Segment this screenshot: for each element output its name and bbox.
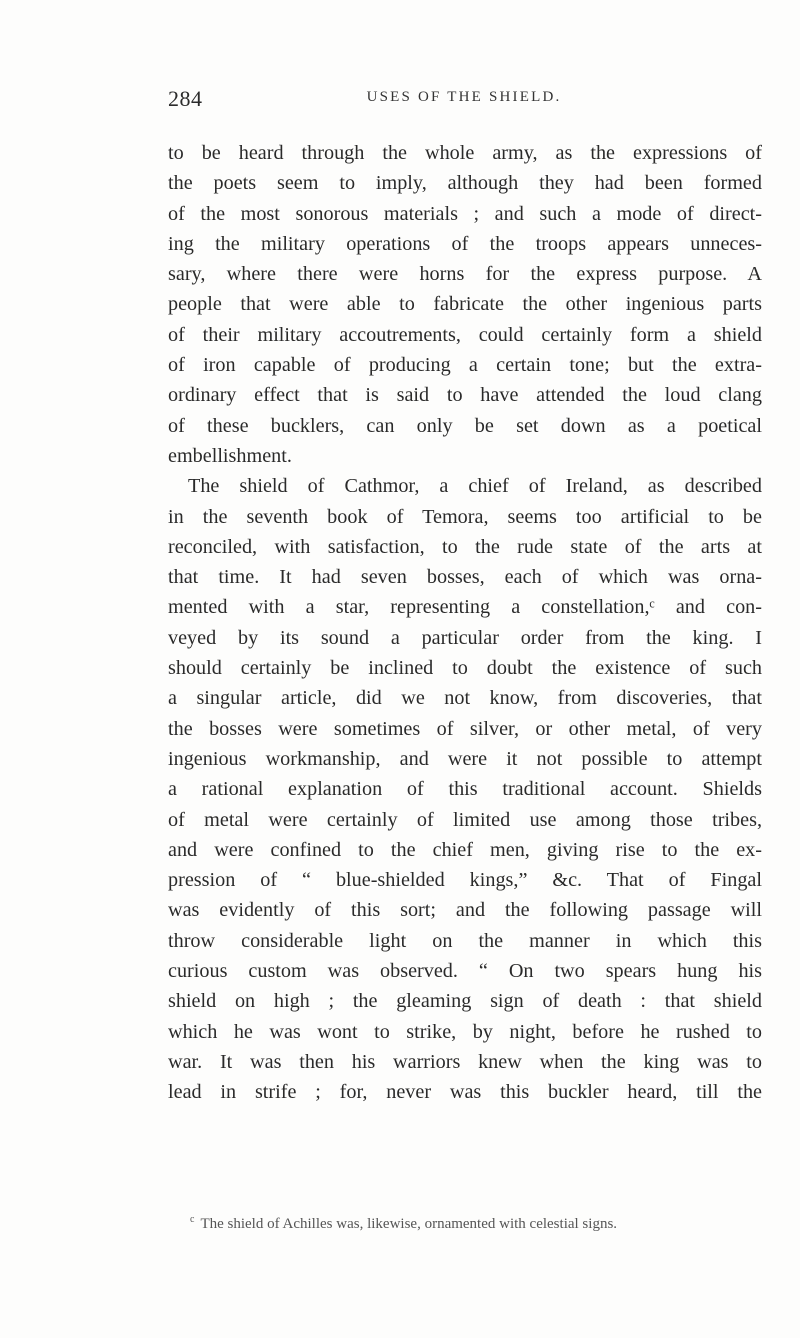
text-line: The shield of Cathmor, a chief of Ireland, as described bbox=[188, 475, 762, 498]
text-line: sary, where there were horns for the express purpose. A bbox=[168, 263, 762, 286]
text-line: mented with a star, representing a constellation,ᶜ and con- bbox=[168, 596, 762, 619]
text-line: should certainly be inclined to doubt the existence of such bbox=[168, 657, 762, 680]
text-line: people that were able to fabricate the other ingenious parts bbox=[168, 293, 762, 316]
text-line: a rational explanation of this traditional account. Shields bbox=[168, 778, 762, 801]
text-line: war. It was then his warriors knew when the king was to bbox=[168, 1050, 762, 1073]
running-head bbox=[168, 86, 760, 116]
text-line: in the seventh book of Temora, seems too artificial to be bbox=[168, 505, 762, 528]
text-line: throw considerable light on the manner in which this bbox=[168, 929, 762, 952]
text-line: ingenious workmanship, and were it not possible to attempt bbox=[168, 747, 762, 770]
text-line: of metal were certainly of limited use among those tribes, bbox=[168, 808, 762, 831]
text-line: was evidently of this sort; and the following passage will bbox=[168, 899, 762, 922]
text-line: of the most sonorous materials ; and such a mode of direct- bbox=[168, 202, 762, 225]
text-line: the bosses were sometimes of silver, or other metal, of very bbox=[168, 717, 762, 740]
text-line: of these bucklers, can only be set down as a poetical bbox=[168, 414, 762, 437]
text-line: to be heard through the whole army, as the expressions of bbox=[168, 142, 762, 164]
text-line: reconciled, with satisfaction, to the rude state of the arts at bbox=[168, 535, 762, 558]
text-line: embellishment. bbox=[168, 444, 292, 467]
text-line: and were confined to the chief men, giving rise to the ex- bbox=[168, 838, 762, 861]
footnote bbox=[168, 1210, 762, 1234]
text-line: ordinary effect that is said to have attended the loud clang bbox=[168, 384, 762, 407]
text-line: lead in strife ; for, never was this buckler heard, till the bbox=[168, 1081, 762, 1104]
page-number: 284 bbox=[168, 86, 203, 111]
running-title: USES OF THE SHIELD. bbox=[366, 89, 562, 105]
text-line: shield on high ; the gleaming sign of death : that shield bbox=[168, 990, 762, 1013]
footnote-text: The shield of Achilles was, likewise, ornamented with celestial signs. bbox=[200, 1216, 618, 1232]
text-line: which he was wont to strike, by night, before he rushed to bbox=[168, 1020, 762, 1043]
text-line: the poets seem to imply, although they had been formed bbox=[168, 172, 762, 195]
footnote-mark: c bbox=[190, 1214, 195, 1225]
text-line: pression of “ blue-shielded kings,” &c. That of Fingal bbox=[168, 869, 762, 892]
text-line: of iron capable of producing a certain tone; but the extra- bbox=[168, 354, 762, 377]
text-line: that time. It had seven bosses, each of which was orna- bbox=[168, 566, 762, 589]
text-line: curious custom was observed. “ On two spears hung his bbox=[168, 960, 762, 983]
text-line: veyed by its sound a particular order from the king. I bbox=[168, 626, 762, 649]
text-line: ing the military operations of the troops appears unneces- bbox=[168, 232, 762, 255]
text-line: a singular article, did we not know, from discoveries, that bbox=[168, 687, 762, 710]
body-text bbox=[168, 138, 762, 1108]
text-line: of their military accoutrements, could certainly form a shield bbox=[168, 323, 762, 346]
